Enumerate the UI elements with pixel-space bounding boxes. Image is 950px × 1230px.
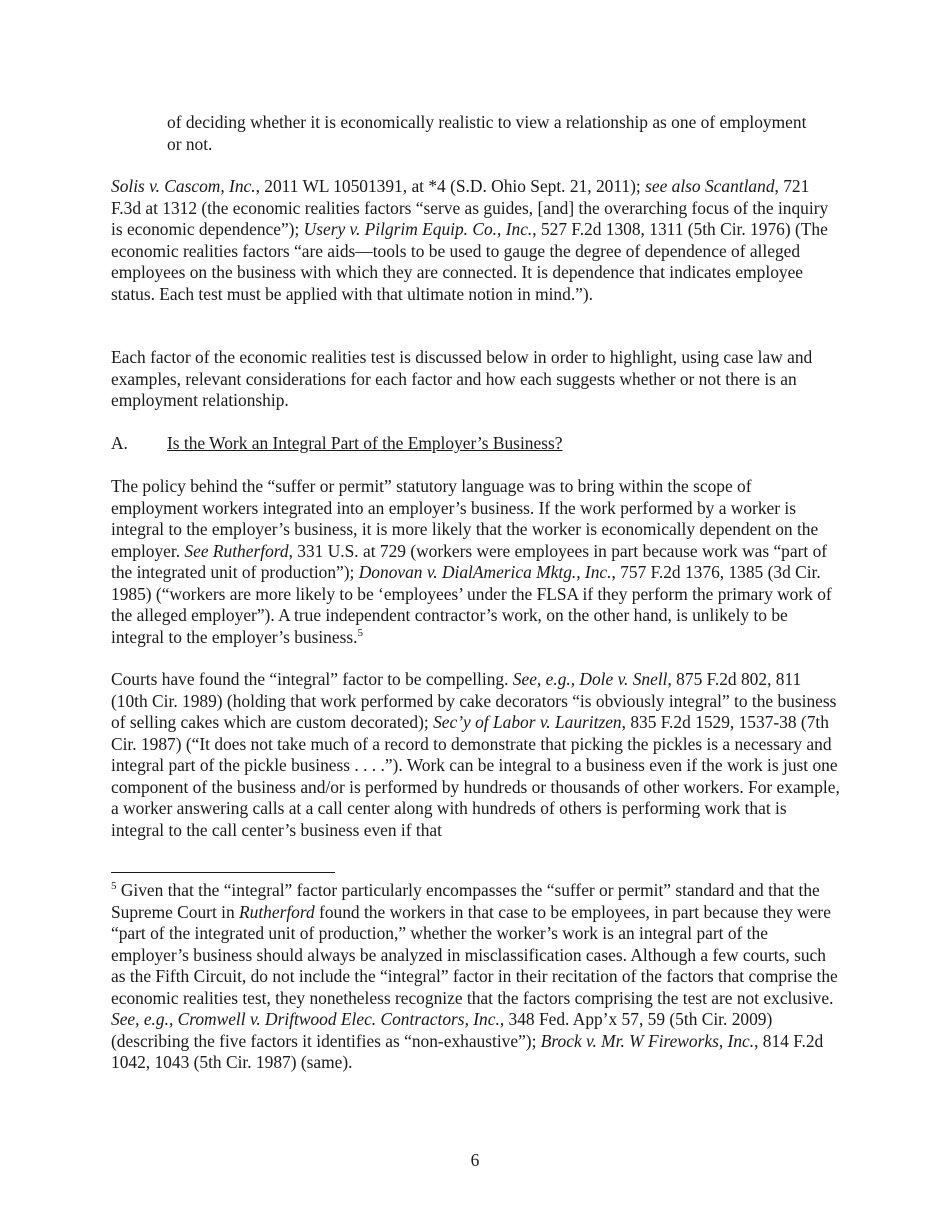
text-run: , 527 F.2d 1308, 1311 (5th Cir. 1976) (The economic realities factors “are aids—tools to be used to gauge the degree of dependence of alleged employees on the business with which they are connected. It is dependence that indicates employee status. Each test must be applied with that ultimate notion in mind.”). (111, 219, 828, 304)
text-run: , 814 F.2d 1042, 1043 (5th Cir. 1987) (same). (111, 1030, 824, 1072)
paragraph-policy (111, 476, 841, 648)
text-run: , 875 F.2d 802, 811 (10th Cir. 1989) (holding that work performed by cake decorators “is obviously integral” to the business of selling cakes which are custom decorated); (111, 669, 837, 732)
case-citation: See, e.g., Dole v. Snell (512, 669, 668, 689)
text-run: , 348 Fed. App’x 57, 59 (5th Cir. 2009) (describing the five factors it identifies as “non-exhaustive”); (111, 1009, 773, 1051)
block-quote: of deciding whether it is economically realistic to view a relationship as one of employment or not. (167, 112, 807, 154)
paragraph-citations (111, 176, 841, 305)
paragraph-courts (111, 669, 841, 841)
footnote-marker: 5 (357, 626, 363, 639)
footnote-5 (111, 880, 841, 1074)
case-citation: Rutherford (239, 901, 315, 922)
text-run: Given that the “integral” factor particularly encompasses the “suffer or permit” standard and that the Supreme Court in (111, 880, 820, 922)
case-citation: See, e.g., Cromwell v. Driftwood Elec. Contractors, Inc. (111, 1009, 500, 1029)
text-run: , 331 U.S. at 729 (workers were employees in part because work was “part of the integrated unit of production”); (111, 540, 828, 582)
footnote-divider (111, 872, 335, 873)
case-citation: See Rutherford (184, 540, 289, 561)
text-run: found the workers in that case to be employees, in part because they were “part of the integrated unit of production,” whether the worker’s work is an integral part of the employer’s business should always be analyzed in misclassification cases. Although a few courts, such as the Fifth Circuit, do not include the “integral” factor in their recitation of the factors that comprise the economic realities test, they nonetheless recognize that the factors comprising the test are not exclusive. (111, 901, 838, 1008)
section-heading (111, 433, 841, 455)
page-number: 6 (470, 1150, 480, 1170)
text-run: The policy behind the “suffer or permit” statutory language was to bring within the scope of employment workers integrated into an employer’s business. If the work performed by a worker is integral to the employer’s business, it is more likely that the worker is economically dependent on the employer. (111, 476, 819, 561)
section-title: Is the Work an Integral Part of the Employer’s Business? (167, 433, 563, 453)
text-run: , 835 F.2d 1529, 1537-38 (7th Cir. 1987) (“It does not take much of a record to demonstrate that picking the pickles is a necessary and integral part of the pickle business . . . .”). Work can be integral to a business even if the work is just one component of the business and/or is performed by hundreds or thousands of other workers. For example, a worker answering calls at a call center along with hundreds of others is performing work that is integral to the call center’s business even if that (111, 712, 840, 840)
section-letter: A. (111, 433, 128, 453)
case-citation: Donovan v. DialAmerica Mktg., Inc. (358, 562, 612, 582)
text-run: Courts have found the “integral” factor to be compelling. (111, 669, 513, 689)
case-citation: Brock v. Mr. W Fireworks, Inc. (540, 1030, 755, 1051)
footnote-marker: 5 (111, 880, 117, 893)
text-run: , 757 F.2d 1376, 1385 (3d Cir. 1985) (“workers are more likely to be ‘employees’ under the FLSA if they perform the primary work of the alleged employer”). A true independent contractor’s work, on the other hand, is unlikely to be integral to the employer’s business. (111, 562, 832, 647)
case-citation: see also Scantland (645, 176, 775, 196)
case-citation: Usery v. Pilgrim Equip. Co., Inc. (303, 219, 533, 239)
text-run: , 721 F.3d at 1312 (the economic realities factors “serve as guides, [and] the overarching focus of the inquiry is economic dependence”); (111, 176, 829, 239)
paragraph-intro: Each factor of the economic realities test is discussed below in order to highlight, using case law and examples, relevant considerations for each factor and how each suggests whether or not there is an employment relationship. (111, 347, 813, 410)
text-run: , 2011 WL 10501391, at *4 (S.D. Ohio Sept. 21, 2011); (255, 176, 646, 196)
case-citation: Solis v. Cascom, Inc. (111, 176, 256, 196)
case-citation: Sec’y of Labor v. Lauritzen (433, 712, 622, 732)
